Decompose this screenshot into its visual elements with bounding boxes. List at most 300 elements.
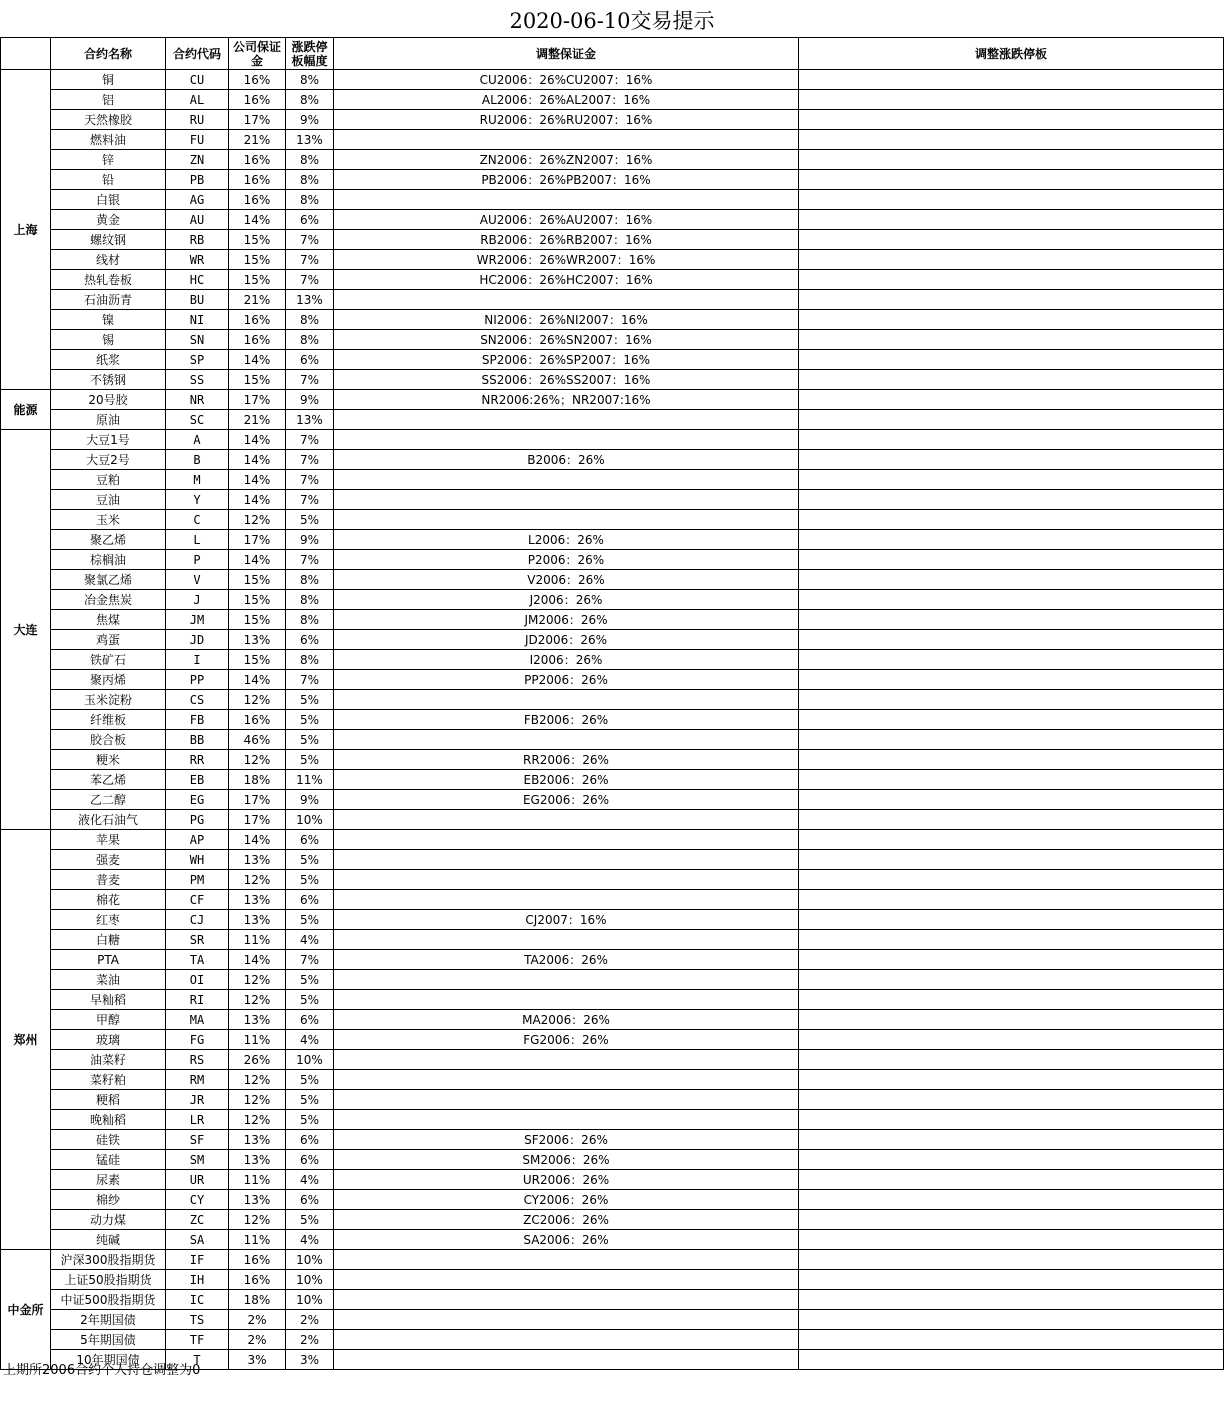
- table-row: [1, 750, 1224, 770]
- adjust-margin-cell: JM2006：26%: [334, 610, 799, 630]
- adjust-margin-cell: EG2006：26%: [334, 790, 799, 810]
- contract-name-cell: 冶金焦炭: [51, 590, 166, 610]
- header-exchange: [1, 38, 51, 70]
- contract-name-cell: 石油沥青: [51, 290, 166, 310]
- price-limit-cell: 7%: [286, 270, 334, 290]
- contract-name-cell: PTA: [51, 950, 166, 970]
- company-margin-cell: 13%: [229, 850, 286, 870]
- company-margin-cell: 14%: [229, 350, 286, 370]
- company-margin-cell: 15%: [229, 590, 286, 610]
- table-row: [1, 850, 1224, 870]
- price-limit-cell: 7%: [286, 250, 334, 270]
- adjust-margin-cell: AU2006：26%AU2007：16%: [334, 210, 799, 230]
- adjust-limit-cell: [799, 1290, 1224, 1310]
- company-margin-cell: 16%: [229, 1270, 286, 1290]
- contract-name-cell: 尿素: [51, 1170, 166, 1190]
- adjust-margin-cell: [334, 1050, 799, 1070]
- adjust-margin-cell: RB2006：26%RB2007：16%: [334, 230, 799, 250]
- adjust-limit-cell: [799, 370, 1224, 390]
- price-limit-cell: 5%: [286, 1210, 334, 1230]
- adjust-margin-cell: SN2006：26%SN2007：16%: [334, 330, 799, 350]
- contract-code-cell: RU: [166, 110, 229, 130]
- contract-code-cell: JR: [166, 1090, 229, 1110]
- company-margin-cell: 15%: [229, 230, 286, 250]
- company-margin-cell: 13%: [229, 910, 286, 930]
- contract-name-cell: 豆粕: [51, 470, 166, 490]
- table-row: [1, 130, 1224, 150]
- company-margin-cell: 15%: [229, 370, 286, 390]
- price-limit-cell: 6%: [286, 630, 334, 650]
- adjust-limit-cell: [799, 330, 1224, 350]
- price-limit-cell: 5%: [286, 710, 334, 730]
- adjust-limit-cell: [799, 70, 1224, 90]
- contract-code-cell: CF: [166, 890, 229, 910]
- price-limit-cell: 6%: [286, 1150, 334, 1170]
- price-limit-cell: 5%: [286, 1070, 334, 1090]
- contract-name-cell: 聚氯乙烯: [51, 570, 166, 590]
- table-row: [1, 310, 1224, 330]
- table-row: [1, 830, 1224, 850]
- adjust-limit-cell: [799, 130, 1224, 150]
- contract-name-cell: 强麦: [51, 850, 166, 870]
- adjust-margin-cell: TA2006：26%: [334, 950, 799, 970]
- contract-name-cell: 原油: [51, 410, 166, 430]
- contract-name-cell: 大豆1号: [51, 430, 166, 450]
- adjust-limit-cell: [799, 270, 1224, 290]
- company-margin-cell: 15%: [229, 270, 286, 290]
- table-row: [1, 350, 1224, 370]
- company-margin-cell: 17%: [229, 390, 286, 410]
- price-limit-cell: 3%: [286, 1350, 334, 1370]
- contract-code-cell: L: [166, 530, 229, 550]
- adjust-limit-cell: [799, 1010, 1224, 1030]
- adjust-limit-cell: [799, 1050, 1224, 1070]
- table-row: [1, 470, 1224, 490]
- contract-code-cell: CU: [166, 70, 229, 90]
- adjust-margin-cell: NR2006:26%；NR2007:16%: [334, 390, 799, 410]
- company-margin-cell: 13%: [229, 890, 286, 910]
- company-margin-cell: 11%: [229, 1030, 286, 1050]
- company-margin-cell: 12%: [229, 970, 286, 990]
- adjust-margin-cell: [334, 990, 799, 1010]
- table-row: [1, 870, 1224, 890]
- contract-name-cell: 早籼稻: [51, 990, 166, 1010]
- price-limit-cell: 5%: [286, 1110, 334, 1130]
- price-limit-cell: 8%: [286, 650, 334, 670]
- contract-code-cell: JM: [166, 610, 229, 630]
- price-limit-cell: 5%: [286, 750, 334, 770]
- table-row: [1, 410, 1224, 430]
- contract-name-cell: 棉纱: [51, 1190, 166, 1210]
- price-limit-cell: 7%: [286, 230, 334, 250]
- adjust-limit-cell: [799, 510, 1224, 530]
- contract-code-cell: J: [166, 590, 229, 610]
- contract-code-cell: CS: [166, 690, 229, 710]
- adjust-limit-cell: [799, 1270, 1224, 1290]
- company-margin-cell: 12%: [229, 1070, 286, 1090]
- company-margin-cell: 12%: [229, 690, 286, 710]
- exchange-cell: 郑州: [1, 830, 51, 1250]
- contract-name-cell: 苯乙烯: [51, 770, 166, 790]
- table-row: [1, 210, 1224, 230]
- adjust-limit-cell: [799, 690, 1224, 710]
- price-limit-cell: 8%: [286, 90, 334, 110]
- table-row: [1, 190, 1224, 210]
- adjust-margin-cell: CU2006：26%CU2007：16%: [334, 70, 799, 90]
- price-limit-cell: 5%: [286, 690, 334, 710]
- company-margin-cell: 16%: [229, 170, 286, 190]
- contract-code-cell: EG: [166, 790, 229, 810]
- contract-code-cell: CY: [166, 1190, 229, 1210]
- contract-name-cell: 纯碱: [51, 1230, 166, 1250]
- adjust-limit-cell: [799, 790, 1224, 810]
- table-row: [1, 990, 1224, 1010]
- contract-name-cell: 普麦: [51, 870, 166, 890]
- company-margin-cell: 14%: [229, 490, 286, 510]
- contract-name-cell: 菜籽粕: [51, 1070, 166, 1090]
- contract-name-cell: 晚籼稻: [51, 1110, 166, 1130]
- contract-name-cell: 液化石油气: [51, 810, 166, 830]
- adjust-margin-cell: [334, 970, 799, 990]
- contract-name-cell: 铁矿石: [51, 650, 166, 670]
- contract-code-cell: ZC: [166, 1210, 229, 1230]
- adjust-margin-cell: [334, 830, 799, 850]
- price-limit-cell: 5%: [286, 870, 334, 890]
- table-row: [1, 610, 1224, 630]
- adjust-limit-cell: [799, 170, 1224, 190]
- adjust-limit-cell: [799, 910, 1224, 930]
- company-margin-cell: 15%: [229, 610, 286, 630]
- adjust-margin-cell: JD2006：26%: [334, 630, 799, 650]
- contract-name-cell: 铜: [51, 70, 166, 90]
- company-margin-cell: 16%: [229, 90, 286, 110]
- company-margin-cell: 15%: [229, 650, 286, 670]
- price-limit-cell: 4%: [286, 1030, 334, 1050]
- price-limit-cell: 5%: [286, 850, 334, 870]
- adjust-margin-cell: HC2006：26%HC2007：16%: [334, 270, 799, 290]
- adjust-limit-cell: [799, 150, 1224, 170]
- contract-name-cell: 上证50股指期货: [51, 1270, 166, 1290]
- contract-name-cell: 20号胶: [51, 390, 166, 410]
- adjust-limit-cell: [799, 670, 1224, 690]
- adjust-limit-cell: [799, 430, 1224, 450]
- contract-code-cell: NR: [166, 390, 229, 410]
- company-margin-cell: 12%: [229, 990, 286, 1010]
- adjust-margin-cell: SS2006：26%SS2007：16%: [334, 370, 799, 390]
- contract-name-cell: 粳稻: [51, 1090, 166, 1110]
- contract-name-cell: 大豆2号: [51, 450, 166, 470]
- table-row: [1, 290, 1224, 310]
- adjust-margin-cell: [334, 730, 799, 750]
- company-margin-cell: 2%: [229, 1310, 286, 1330]
- company-margin-cell: 14%: [229, 430, 286, 450]
- table-row: [1, 1290, 1224, 1310]
- company-margin-cell: 18%: [229, 1290, 286, 1310]
- contract-code-cell: IC: [166, 1290, 229, 1310]
- adjust-margin-cell: SF2006：26%: [334, 1130, 799, 1150]
- table-row: [1, 230, 1224, 250]
- table-row: [1, 370, 1224, 390]
- contract-code-cell: NI: [166, 310, 229, 330]
- header-row: [1, 38, 1224, 70]
- adjust-margin-cell: ZN2006：26%ZN2007：16%: [334, 150, 799, 170]
- company-margin-cell: 16%: [229, 150, 286, 170]
- contract-code-cell: TF: [166, 1330, 229, 1350]
- table-row: [1, 270, 1224, 290]
- price-limit-cell: 8%: [286, 150, 334, 170]
- adjust-margin-cell: [334, 1110, 799, 1130]
- contract-code-cell: Y: [166, 490, 229, 510]
- contract-name-cell: 沪深300股指期货: [51, 1250, 166, 1270]
- adjust-limit-cell: [799, 890, 1224, 910]
- table-row: [1, 70, 1224, 90]
- contract-code-cell: FU: [166, 130, 229, 150]
- adjust-limit-cell: [799, 730, 1224, 750]
- company-margin-cell: 15%: [229, 250, 286, 270]
- contract-code-cell: V: [166, 570, 229, 590]
- adjust-limit-cell: [799, 590, 1224, 610]
- table-row: [1, 970, 1224, 990]
- header-company-margin: 公司保证金: [229, 38, 286, 70]
- adjust-limit-cell: [799, 610, 1224, 630]
- adjust-limit-cell: [799, 1350, 1224, 1370]
- table-row: [1, 590, 1224, 610]
- adjust-margin-cell: [334, 1250, 799, 1270]
- contract-code-cell: AG: [166, 190, 229, 210]
- exchange-cell: 上海: [1, 70, 51, 390]
- adjust-limit-cell: [799, 810, 1224, 830]
- contract-code-cell: P: [166, 550, 229, 570]
- contract-code-cell: OI: [166, 970, 229, 990]
- table-body: [1, 70, 1224, 1370]
- adjust-limit-cell: [799, 1210, 1224, 1230]
- adjust-margin-cell: AL2006：26%AL2007：16%: [334, 90, 799, 110]
- company-margin-cell: 16%: [229, 190, 286, 210]
- price-limit-cell: 8%: [286, 610, 334, 630]
- adjust-margin-cell: NI2006：26%NI2007：16%: [334, 310, 799, 330]
- adjust-margin-cell: L2006：26%: [334, 530, 799, 550]
- price-limit-cell: 5%: [286, 1090, 334, 1110]
- contract-name-cell: 天然橡胶: [51, 110, 166, 130]
- adjust-limit-cell: [799, 930, 1224, 950]
- price-limit-cell: 10%: [286, 1290, 334, 1310]
- price-limit-cell: 7%: [286, 670, 334, 690]
- company-margin-cell: 18%: [229, 770, 286, 790]
- company-margin-cell: 11%: [229, 1230, 286, 1250]
- adjust-margin-cell: [334, 490, 799, 510]
- adjust-limit-cell: [799, 310, 1224, 330]
- contract-code-cell: WH: [166, 850, 229, 870]
- contract-name-cell: 硅铁: [51, 1130, 166, 1150]
- company-margin-cell: 2%: [229, 1330, 286, 1350]
- adjust-margin-cell: [334, 410, 799, 430]
- price-limit-cell: 6%: [286, 830, 334, 850]
- price-limit-cell: 7%: [286, 950, 334, 970]
- adjust-margin-cell: B2006：26%: [334, 450, 799, 470]
- table-row: [1, 1170, 1224, 1190]
- price-limit-cell: 8%: [286, 310, 334, 330]
- contract-name-cell: 燃料油: [51, 130, 166, 150]
- contract-code-cell: LR: [166, 1110, 229, 1130]
- price-limit-cell: 8%: [286, 570, 334, 590]
- company-margin-cell: 14%: [229, 210, 286, 230]
- table-row: [1, 450, 1224, 470]
- contract-name-cell: 油菜籽: [51, 1050, 166, 1070]
- company-margin-cell: 14%: [229, 950, 286, 970]
- company-margin-cell: 12%: [229, 1110, 286, 1130]
- price-limit-cell: 5%: [286, 990, 334, 1010]
- adjust-limit-cell: [799, 110, 1224, 130]
- adjust-limit-cell: [799, 1070, 1224, 1090]
- adjust-margin-cell: FB2006：26%: [334, 710, 799, 730]
- contract-name-cell: 螺纹钢: [51, 230, 166, 250]
- adjust-limit-cell: [799, 470, 1224, 490]
- contract-code-cell: JD: [166, 630, 229, 650]
- contract-code-cell: B: [166, 450, 229, 470]
- trading-tips-table: [0, 37, 1224, 1370]
- adjust-margin-cell: [334, 430, 799, 450]
- adjust-margin-cell: CY2006：26%: [334, 1190, 799, 1210]
- adjust-limit-cell: [799, 290, 1224, 310]
- price-limit-cell: 7%: [286, 550, 334, 570]
- company-margin-cell: 16%: [229, 710, 286, 730]
- adjust-limit-cell: [799, 750, 1224, 770]
- table-row: [1, 1090, 1224, 1110]
- table-row: [1, 930, 1224, 950]
- exchange-cell: 能源: [1, 390, 51, 430]
- adjust-limit-cell: [799, 190, 1224, 210]
- adjust-limit-cell: [799, 870, 1224, 890]
- table-row: [1, 1050, 1224, 1070]
- price-limit-cell: 6%: [286, 1130, 334, 1150]
- contract-name-cell: 锌: [51, 150, 166, 170]
- price-limit-cell: 8%: [286, 330, 334, 350]
- adjust-limit-cell: [799, 410, 1224, 430]
- header-price-limit: 涨跌停板幅度: [286, 38, 334, 70]
- contract-code-cell: TS: [166, 1310, 229, 1330]
- price-limit-cell: 10%: [286, 1050, 334, 1070]
- adjust-limit-cell: [799, 550, 1224, 570]
- contract-code-cell: CJ: [166, 910, 229, 930]
- price-limit-cell: 6%: [286, 1010, 334, 1030]
- contract-code-cell: TA: [166, 950, 229, 970]
- table-row: [1, 710, 1224, 730]
- price-limit-cell: 2%: [286, 1310, 334, 1330]
- company-margin-cell: 13%: [229, 1010, 286, 1030]
- table-row: [1, 1250, 1224, 1270]
- adjust-limit-cell: [799, 1310, 1224, 1330]
- contract-name-cell: 铅: [51, 170, 166, 190]
- contract-name-cell: 焦煤: [51, 610, 166, 630]
- table-row: [1, 650, 1224, 670]
- contract-name-cell: 玉米: [51, 510, 166, 530]
- contract-code-cell: SR: [166, 930, 229, 950]
- contract-name-cell: 锰硅: [51, 1150, 166, 1170]
- adjust-limit-cell: [799, 1170, 1224, 1190]
- contract-code-cell: WR: [166, 250, 229, 270]
- company-margin-cell: 12%: [229, 1090, 286, 1110]
- price-limit-cell: 7%: [286, 430, 334, 450]
- table-row: [1, 1270, 1224, 1290]
- adjust-limit-cell: [799, 1230, 1224, 1250]
- contract-code-cell: C: [166, 510, 229, 530]
- contract-code-cell: IH: [166, 1270, 229, 1290]
- contract-code-cell: PP: [166, 670, 229, 690]
- price-limit-cell: 8%: [286, 170, 334, 190]
- table-row: [1, 170, 1224, 190]
- contract-name-cell: 白糖: [51, 930, 166, 950]
- adjust-limit-cell: [799, 1150, 1224, 1170]
- adjust-margin-cell: [334, 810, 799, 830]
- adjust-margin-cell: UR2006：26%: [334, 1170, 799, 1190]
- company-margin-cell: 13%: [229, 630, 286, 650]
- contract-code-cell: SC: [166, 410, 229, 430]
- table-row: [1, 1070, 1224, 1090]
- contract-name-cell: 不锈钢: [51, 370, 166, 390]
- contract-code-cell: PM: [166, 870, 229, 890]
- company-margin-cell: 17%: [229, 110, 286, 130]
- contract-code-cell: I: [166, 650, 229, 670]
- contract-name-cell: 中证500股指期货: [51, 1290, 166, 1310]
- table-row: [1, 530, 1224, 550]
- adjust-margin-cell: [334, 930, 799, 950]
- contract-name-cell: 甲醇: [51, 1010, 166, 1030]
- adjust-limit-cell: [799, 1250, 1224, 1270]
- contract-name-cell: 红枣: [51, 910, 166, 930]
- contract-code-cell: RB: [166, 230, 229, 250]
- table-row: [1, 1030, 1224, 1050]
- contract-name-cell: 镍: [51, 310, 166, 330]
- contract-code-cell: MA: [166, 1010, 229, 1030]
- adjust-margin-cell: [334, 1290, 799, 1310]
- contract-code-cell: SA: [166, 1230, 229, 1250]
- contract-code-cell: SM: [166, 1150, 229, 1170]
- company-margin-cell: 13%: [229, 1190, 286, 1210]
- company-margin-cell: 11%: [229, 1170, 286, 1190]
- company-margin-cell: 12%: [229, 870, 286, 890]
- contract-code-cell: PB: [166, 170, 229, 190]
- contract-code-cell: AU: [166, 210, 229, 230]
- contract-code-cell: BU: [166, 290, 229, 310]
- contract-code-cell: IF: [166, 1250, 229, 1270]
- contract-code-cell: HC: [166, 270, 229, 290]
- price-limit-cell: 9%: [286, 110, 334, 130]
- company-margin-cell: 14%: [229, 450, 286, 470]
- table-row: [1, 550, 1224, 570]
- company-margin-cell: 12%: [229, 750, 286, 770]
- table-row: [1, 890, 1224, 910]
- company-margin-cell: 21%: [229, 130, 286, 150]
- company-margin-cell: 16%: [229, 310, 286, 330]
- adjust-margin-cell: [334, 1090, 799, 1110]
- adjust-margin-cell: [334, 870, 799, 890]
- adjust-margin-cell: P2006：26%: [334, 550, 799, 570]
- company-margin-cell: 17%: [229, 530, 286, 550]
- contract-name-cell: 纸浆: [51, 350, 166, 370]
- company-margin-cell: 16%: [229, 330, 286, 350]
- contract-code-cell: M: [166, 470, 229, 490]
- adjust-margin-cell: [334, 890, 799, 910]
- header-contract-code: 合约代码: [166, 38, 229, 70]
- adjust-limit-cell: [799, 570, 1224, 590]
- contract-code-cell: BB: [166, 730, 229, 750]
- company-margin-cell: 17%: [229, 790, 286, 810]
- price-limit-cell: 7%: [286, 370, 334, 390]
- exchange-cell: 大连: [1, 430, 51, 830]
- contract-code-cell: SF: [166, 1130, 229, 1150]
- price-limit-cell: 8%: [286, 190, 334, 210]
- adjust-margin-cell: ZC2006：26%: [334, 1210, 799, 1230]
